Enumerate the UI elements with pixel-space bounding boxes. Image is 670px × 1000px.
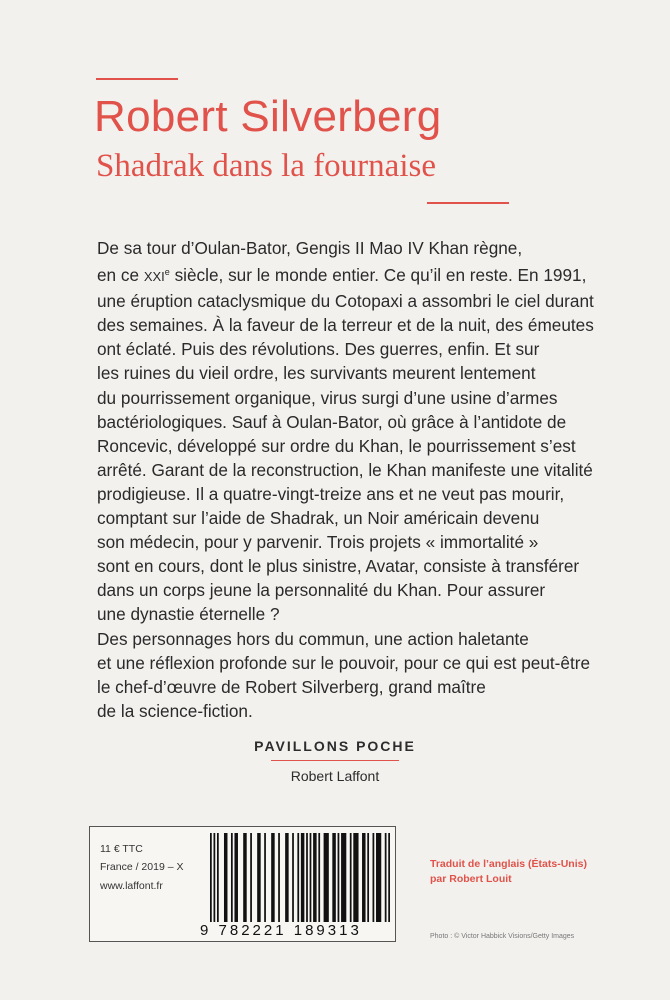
imprint-block — [0, 738, 670, 784]
imprint-divider — [271, 760, 399, 761]
blurb-line: Des personnages hors du commun, une action haletante — [97, 628, 529, 649]
website-label: www.laffont.fr — [100, 880, 163, 892]
barcode-bar — [217, 833, 219, 922]
barcode-bar — [341, 833, 346, 922]
barcode-bar — [362, 833, 366, 922]
blurb-line: Roncevic, développé sur ordre du Khan, le pourrissement s’est — [97, 435, 576, 456]
barcode-bar — [224, 833, 228, 922]
barcode-bar — [264, 833, 266, 922]
blurb-line: une dynastie éternelle ? — [97, 604, 280, 625]
blurb-line: de la science-fiction. — [97, 700, 253, 721]
barcode-bar — [367, 833, 369, 922]
barcode-bar — [231, 833, 233, 922]
blurb-line: bactériologiques. Sauf à Oulan-Bator, où grâce à l’antidote de — [97, 411, 567, 432]
barcode-bar — [353, 833, 358, 922]
blurb-line: les ruines du vieil ordre, les survivants meurent lentement — [97, 363, 536, 384]
blurb-line: sont en cours, dont le plus sinistre, Avatar, consiste à transférer — [97, 556, 580, 577]
top-accent-rule — [96, 78, 178, 80]
blurb-line: dans un corps jeune la personnalité du Khan. Pour assurer — [97, 580, 546, 601]
barcode-bar — [271, 833, 275, 922]
barcode-bar — [257, 833, 261, 922]
isbn-number: 9 782221 189313 — [200, 922, 362, 939]
barcode-bar — [313, 833, 317, 922]
barcode-bar — [214, 833, 216, 922]
barcode-bar — [292, 833, 294, 922]
barcode-bar — [306, 833, 308, 922]
barcode-bar — [210, 833, 212, 922]
collection-name: PAVILLONS POCHE — [254, 738, 416, 754]
barcode-bar — [243, 833, 247, 922]
blurb-line: des semaines. À la faveur de la terreur et de la nuit, des émeutes — [97, 315, 594, 336]
barcode-bar — [376, 833, 381, 922]
book-title: Shadrak dans la fournaise — [96, 148, 436, 184]
translation-line-1: Traduit de l’anglais (États-Unis) — [430, 858, 587, 870]
barcode-bar — [310, 833, 312, 922]
barcode-bar — [301, 833, 305, 922]
barcode-bar — [278, 833, 280, 922]
translation-credit — [430, 857, 587, 887]
isbn-barcode — [210, 833, 390, 922]
barcode-bar — [324, 833, 329, 922]
barcode-bar — [350, 833, 352, 922]
author-name: Robert Silverberg — [94, 92, 442, 141]
back-cover-blurb — [97, 236, 617, 723]
barcode-bar — [318, 833, 320, 922]
price-label: 11 € TTC — [100, 843, 143, 855]
blurb-line: le chef-d’œuvre de Robert Silverberg, grand maître — [97, 676, 486, 697]
barcode-panel — [89, 826, 396, 942]
barcode-bar — [285, 833, 289, 922]
blurb-line: en ce XXIe siècle, sur le monde entier. Ce qu’il en reste. En 1991, — [97, 265, 587, 286]
blurb-line: comptant sur l’aide de Shadrak, un Noir américain devenu — [97, 508, 540, 529]
blurb-line: arrêté. Garant de la reconstruction, le Khan manifeste une vitalité — [97, 459, 593, 480]
barcode-bar — [234, 833, 238, 922]
barcode-bar — [250, 833, 252, 922]
blurb-line: prodigieuse. Il a quatre-vingt-treize ans et ne veut pas mourir, — [97, 483, 565, 504]
photo-credit: Photo : © Victor Habbick Visions/Getty Images — [430, 933, 575, 940]
barcode-bar — [297, 833, 299, 922]
title-accent-rule — [427, 202, 509, 204]
barcode-bar — [385, 833, 387, 922]
blurb-line: une éruption cataclysmique du Cotopaxi a assombri le ciel durant — [97, 291, 594, 312]
blurb-line: De sa tour d’Oulan-Bator, Gengis II Mao IV Khan règne, — [97, 238, 523, 258]
blurb-line: et une réflexion profonde sur le pouvoir, pour ce qui est peut-être — [97, 652, 591, 673]
barcode-bar — [373, 833, 375, 922]
market-label: France / 2019 – X — [100, 861, 184, 873]
translation-line-2: par Robert Louit — [430, 873, 512, 885]
publisher-name: Robert Laffont — [290, 768, 380, 784]
blurb-line: ont éclaté. Puis des révolutions. Des guerres, enfin. Et sur — [97, 339, 540, 360]
blurb-line: son médecin, pour y parvenir. Trois projets « immortalité » — [97, 532, 539, 553]
barcode-bar — [332, 833, 336, 922]
barcode-bar — [338, 833, 340, 922]
barcode-bar — [388, 833, 390, 922]
blurb-line: du pourrissement organique, virus surgi d’une usine d’armes — [97, 387, 558, 408]
